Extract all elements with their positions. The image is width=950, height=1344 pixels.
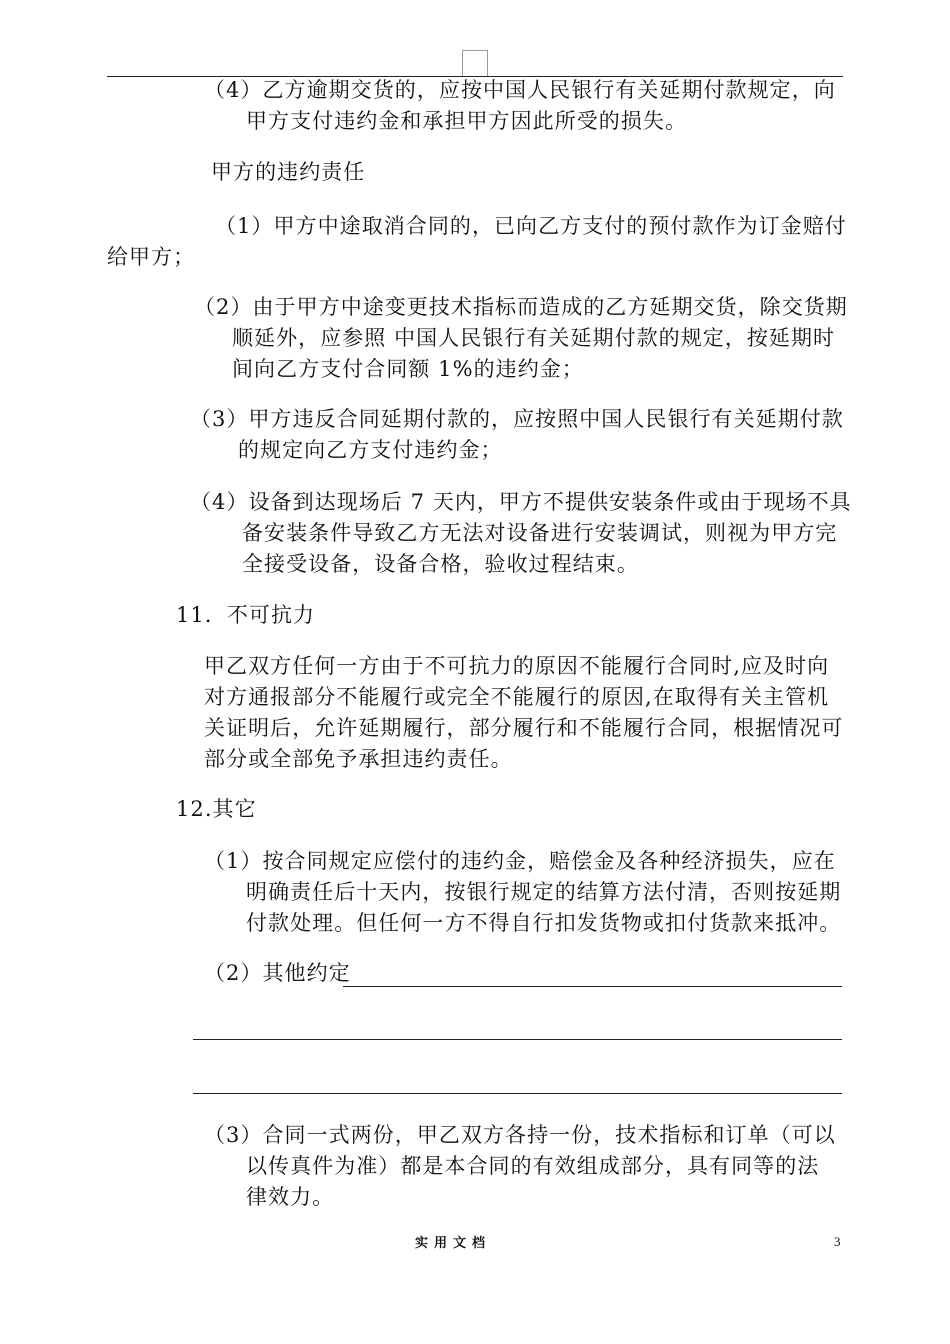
section-11-line4: 部分或全部免予承担违约责任。 — [204, 747, 513, 771]
clause-b4-line2: 甲方支付违约金和承担甲方因此所受的损失。 — [246, 109, 687, 133]
clause-a4-line3: 全接受设备，设备合格，验收过程结束。 — [242, 552, 639, 576]
section-11-heading: 11．不可抗力 — [176, 603, 316, 627]
other-terms-blank-1 — [343, 986, 842, 987]
footer-label: 实用文档 — [415, 1236, 492, 1251]
clause-a3-line2: 的规定向乙方支付违约金； — [238, 438, 503, 462]
clause-a3-line1: （3）甲方违反合同延期付款的，应按照中国人民银行有关延期付款 — [190, 407, 844, 431]
clause-a4-line2: 备安装条件导致乙方无法对设备进行安装调试，则视为甲方完 — [242, 521, 838, 545]
other-terms-blank-3 — [193, 1093, 842, 1094]
section-12-heading: 12.其它 — [176, 797, 257, 821]
clause-12-1-line2: 明确责任后十天内，按银行规定的结算方法付清，否则按延期 — [246, 880, 842, 904]
clause-a2-line1: （2）由于甲方中途变更技术指标而造成的乙方延期交货，除交货期 — [194, 295, 848, 319]
party-a-liability-heading: 甲方的违约责任 — [211, 160, 366, 184]
other-terms-blank-2 — [193, 1039, 842, 1040]
section-11-line3: 关证明后，允许延期履行，部分履行和不能履行合同，根据情况可 — [204, 716, 844, 740]
clause-a4-line1: （4）设备到达现场后 7 天内，甲方不提供安装条件或由于现场不具 — [190, 490, 852, 514]
clause-a1-line1: （1）甲方中途取消合同的，已向乙方支付的预付款作为订金赔付 — [215, 214, 847, 238]
clause-a2-line3: 间向乙方支付合同额 1%的违约金； — [232, 357, 584, 381]
header-mark — [462, 50, 488, 76]
clause-12-3-line3: 律效力。 — [246, 1185, 335, 1209]
clause-a2-line2: 顺延外，应参照 中国人民银行有关延期付款的规定，按延期时 — [232, 326, 836, 350]
clause-12-3-line2: 以传真件为准）都是本合同的有效组成部分，具有同等的法 — [246, 1154, 820, 1178]
clause-12-1-line3: 付款处理。但任何一方不得自行扣发货物或扣付货款来抵冲。 — [246, 911, 842, 935]
clause-12-3-line1: （3）合同一式两份，甲乙双方各持一份，技术指标和订单（可以 — [204, 1123, 836, 1147]
clause-12-1-line1: （1）按合同规定应偿付的违约金，赔偿金及各种经济损失，应在 — [204, 849, 836, 873]
section-11-line1: 甲乙双方任何一方由于不可抗力的原因不能履行合同时,应及时向 — [204, 654, 830, 678]
clause-b4-line1: （4）乙方逾期交货的，应按中国人民银行有关延期付款规定，向 — [204, 78, 836, 102]
clause-a1-line2: 给甲方； — [107, 245, 196, 269]
section-11-line2: 对方通报部分不能履行或完全不能履行的原因,在取得有关主管机 — [204, 685, 830, 709]
clause-12-2-label: （2）其他约定 — [204, 961, 351, 985]
page-number: 3 — [834, 1234, 841, 1249]
